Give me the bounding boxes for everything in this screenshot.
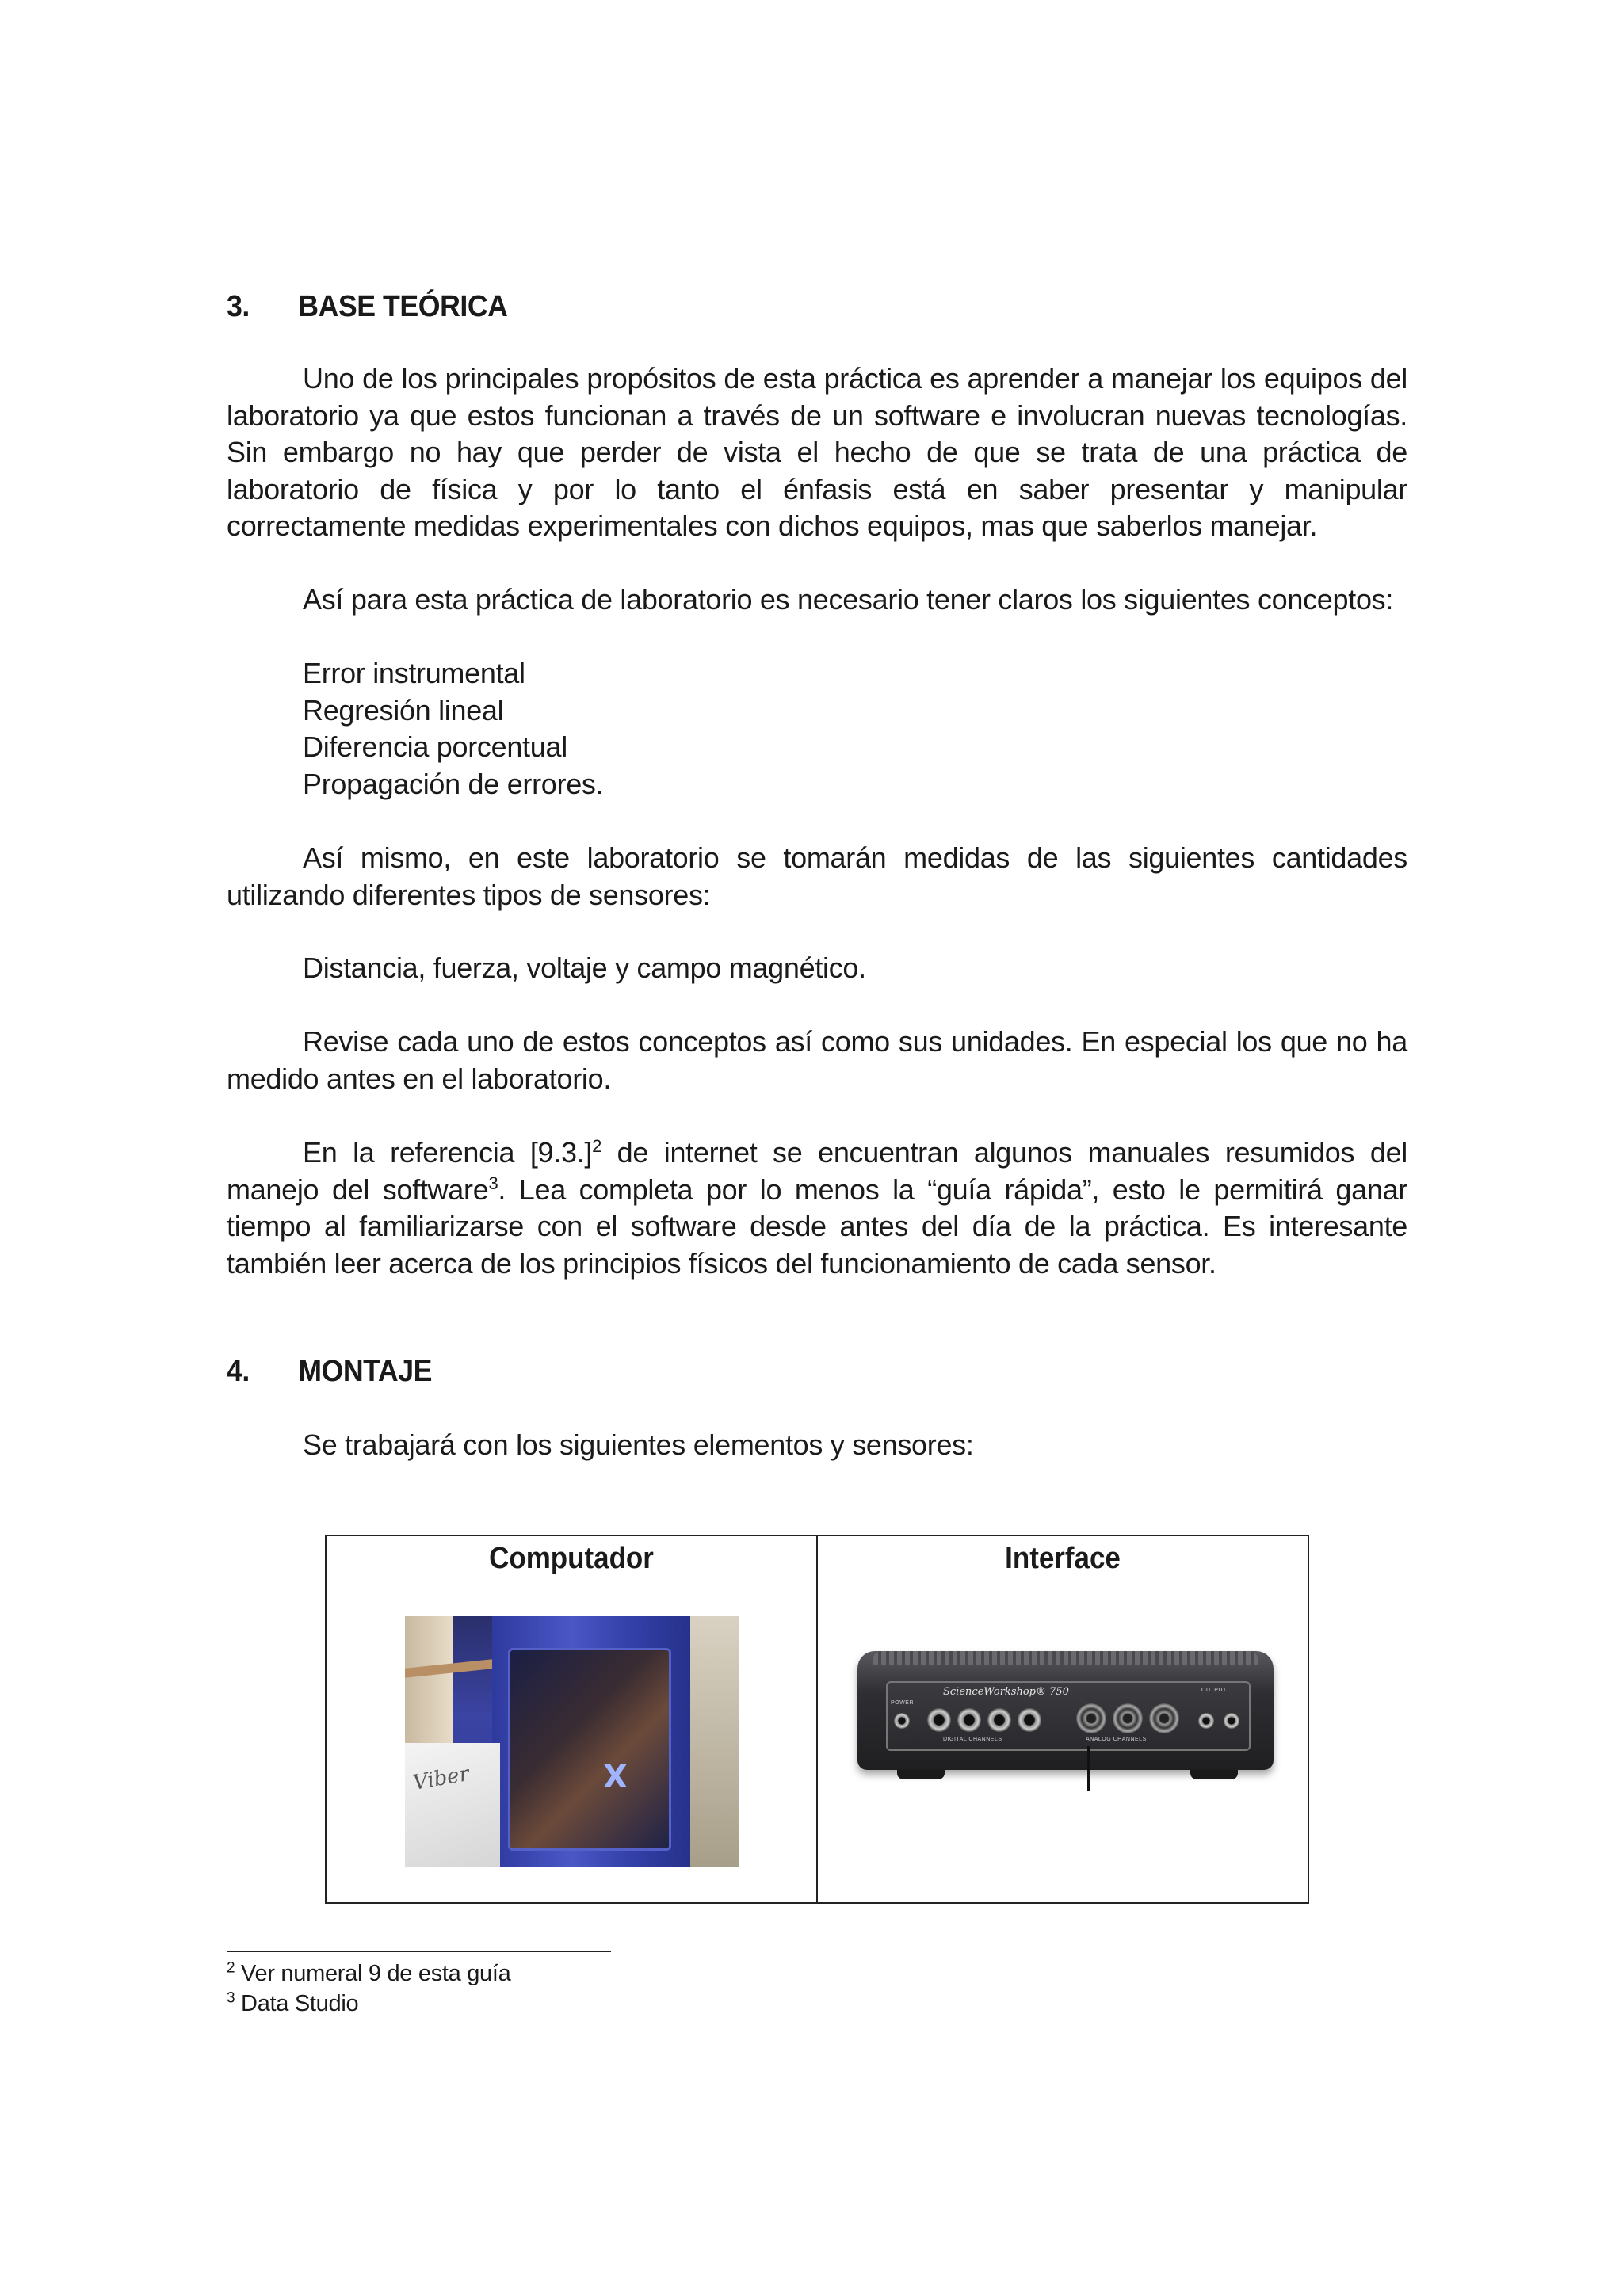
paragraph-measurements: Así mismo, en este laboratorio se tomarán medidas de las siguientes cantidades utilizando diferentes tipos de sensores: bbox=[227, 841, 1407, 911]
footnote-separator bbox=[227, 1951, 611, 1952]
list-item: Propagación de errores. bbox=[303, 767, 604, 800]
table-cell-computer bbox=[327, 1536, 816, 1902]
footnote-ref[interactable]: 3 bbox=[488, 1173, 498, 1193]
section-number: 4. bbox=[227, 1355, 250, 1388]
section-title: BASE TEÓRICA bbox=[298, 290, 508, 323]
footnote-2: $^2$ Ver numeral 9 de esta guía bbox=[227, 1959, 511, 1986]
paragraph-concepts-lead: Así para esta práctica de laboratorio es necesario tener claros los siguientes conceptos: bbox=[303, 583, 1394, 616]
concepts-list bbox=[303, 655, 603, 803]
footnote-ref[interactable]: 2 bbox=[592, 1136, 602, 1156]
section-4-heading bbox=[227, 1353, 432, 1390]
paragraph-quantities: Distancia, fuerza, voltaje y campo magnético. bbox=[303, 952, 866, 984]
list-item: Regresión lineal bbox=[303, 693, 504, 727]
paragraph-review: Revise cada uno de estos conceptos así como sus unidades. En especial los que no ha medido antes en el laboratorio. bbox=[227, 1025, 1407, 1095]
list-item: Diferencia porcentual bbox=[303, 730, 567, 763]
paragraph-intro: Uno de los principales propósitos de esta práctica es aprender a manejar los equipos del laboratorio ya que estos funcionan a través de un software e involucran nuevas tecnologías. Sin embargo no hay que perder de vista el hecho de que se trata de una práctica de laboratorio de física y por lo tanto el énfasis está en saber presentar y manipular correctamente medidas experimentales con dichos equipos, mas que saberlos manejar. bbox=[227, 362, 1407, 542]
paragraph-reference: En la referencia $[9.3.]^2$ de internet se encuentran algunos manuales resumidos del manejo del software$^3$. Lea completa por lo menos la “guía rápida”, esto le permitirá ganar tiempo al familiarizarse con el software desde antes del día de la práctica. Es interesante también leer acerca de los principios físicos del funcionamiento de cada sensor. bbox=[227, 1136, 1407, 1280]
column-header: Computador bbox=[489, 1542, 654, 1575]
table-cell-interface bbox=[816, 1536, 1308, 1902]
footnote-3: $^3$ Data Studio bbox=[227, 1989, 359, 2016]
section-3-heading bbox=[227, 288, 508, 325]
computer-photo: X Viber bbox=[405, 1616, 739, 1867]
list-item: Error instrumental bbox=[303, 657, 525, 689]
equipment-table bbox=[325, 1535, 1309, 1904]
section-title: MONTAJE bbox=[298, 1355, 432, 1388]
column-header: Interface bbox=[1005, 1542, 1121, 1575]
paragraph-elements-intro: Se trabajará con los siguientes elementos y sensores: bbox=[303, 1428, 974, 1461]
interface-photo: ScienceWorkshop® 750 POWER DIGITAL CHANNELS ANALOG CHANNELS OUTPUT bbox=[850, 1643, 1281, 1794]
section-number: 3. bbox=[227, 290, 250, 323]
